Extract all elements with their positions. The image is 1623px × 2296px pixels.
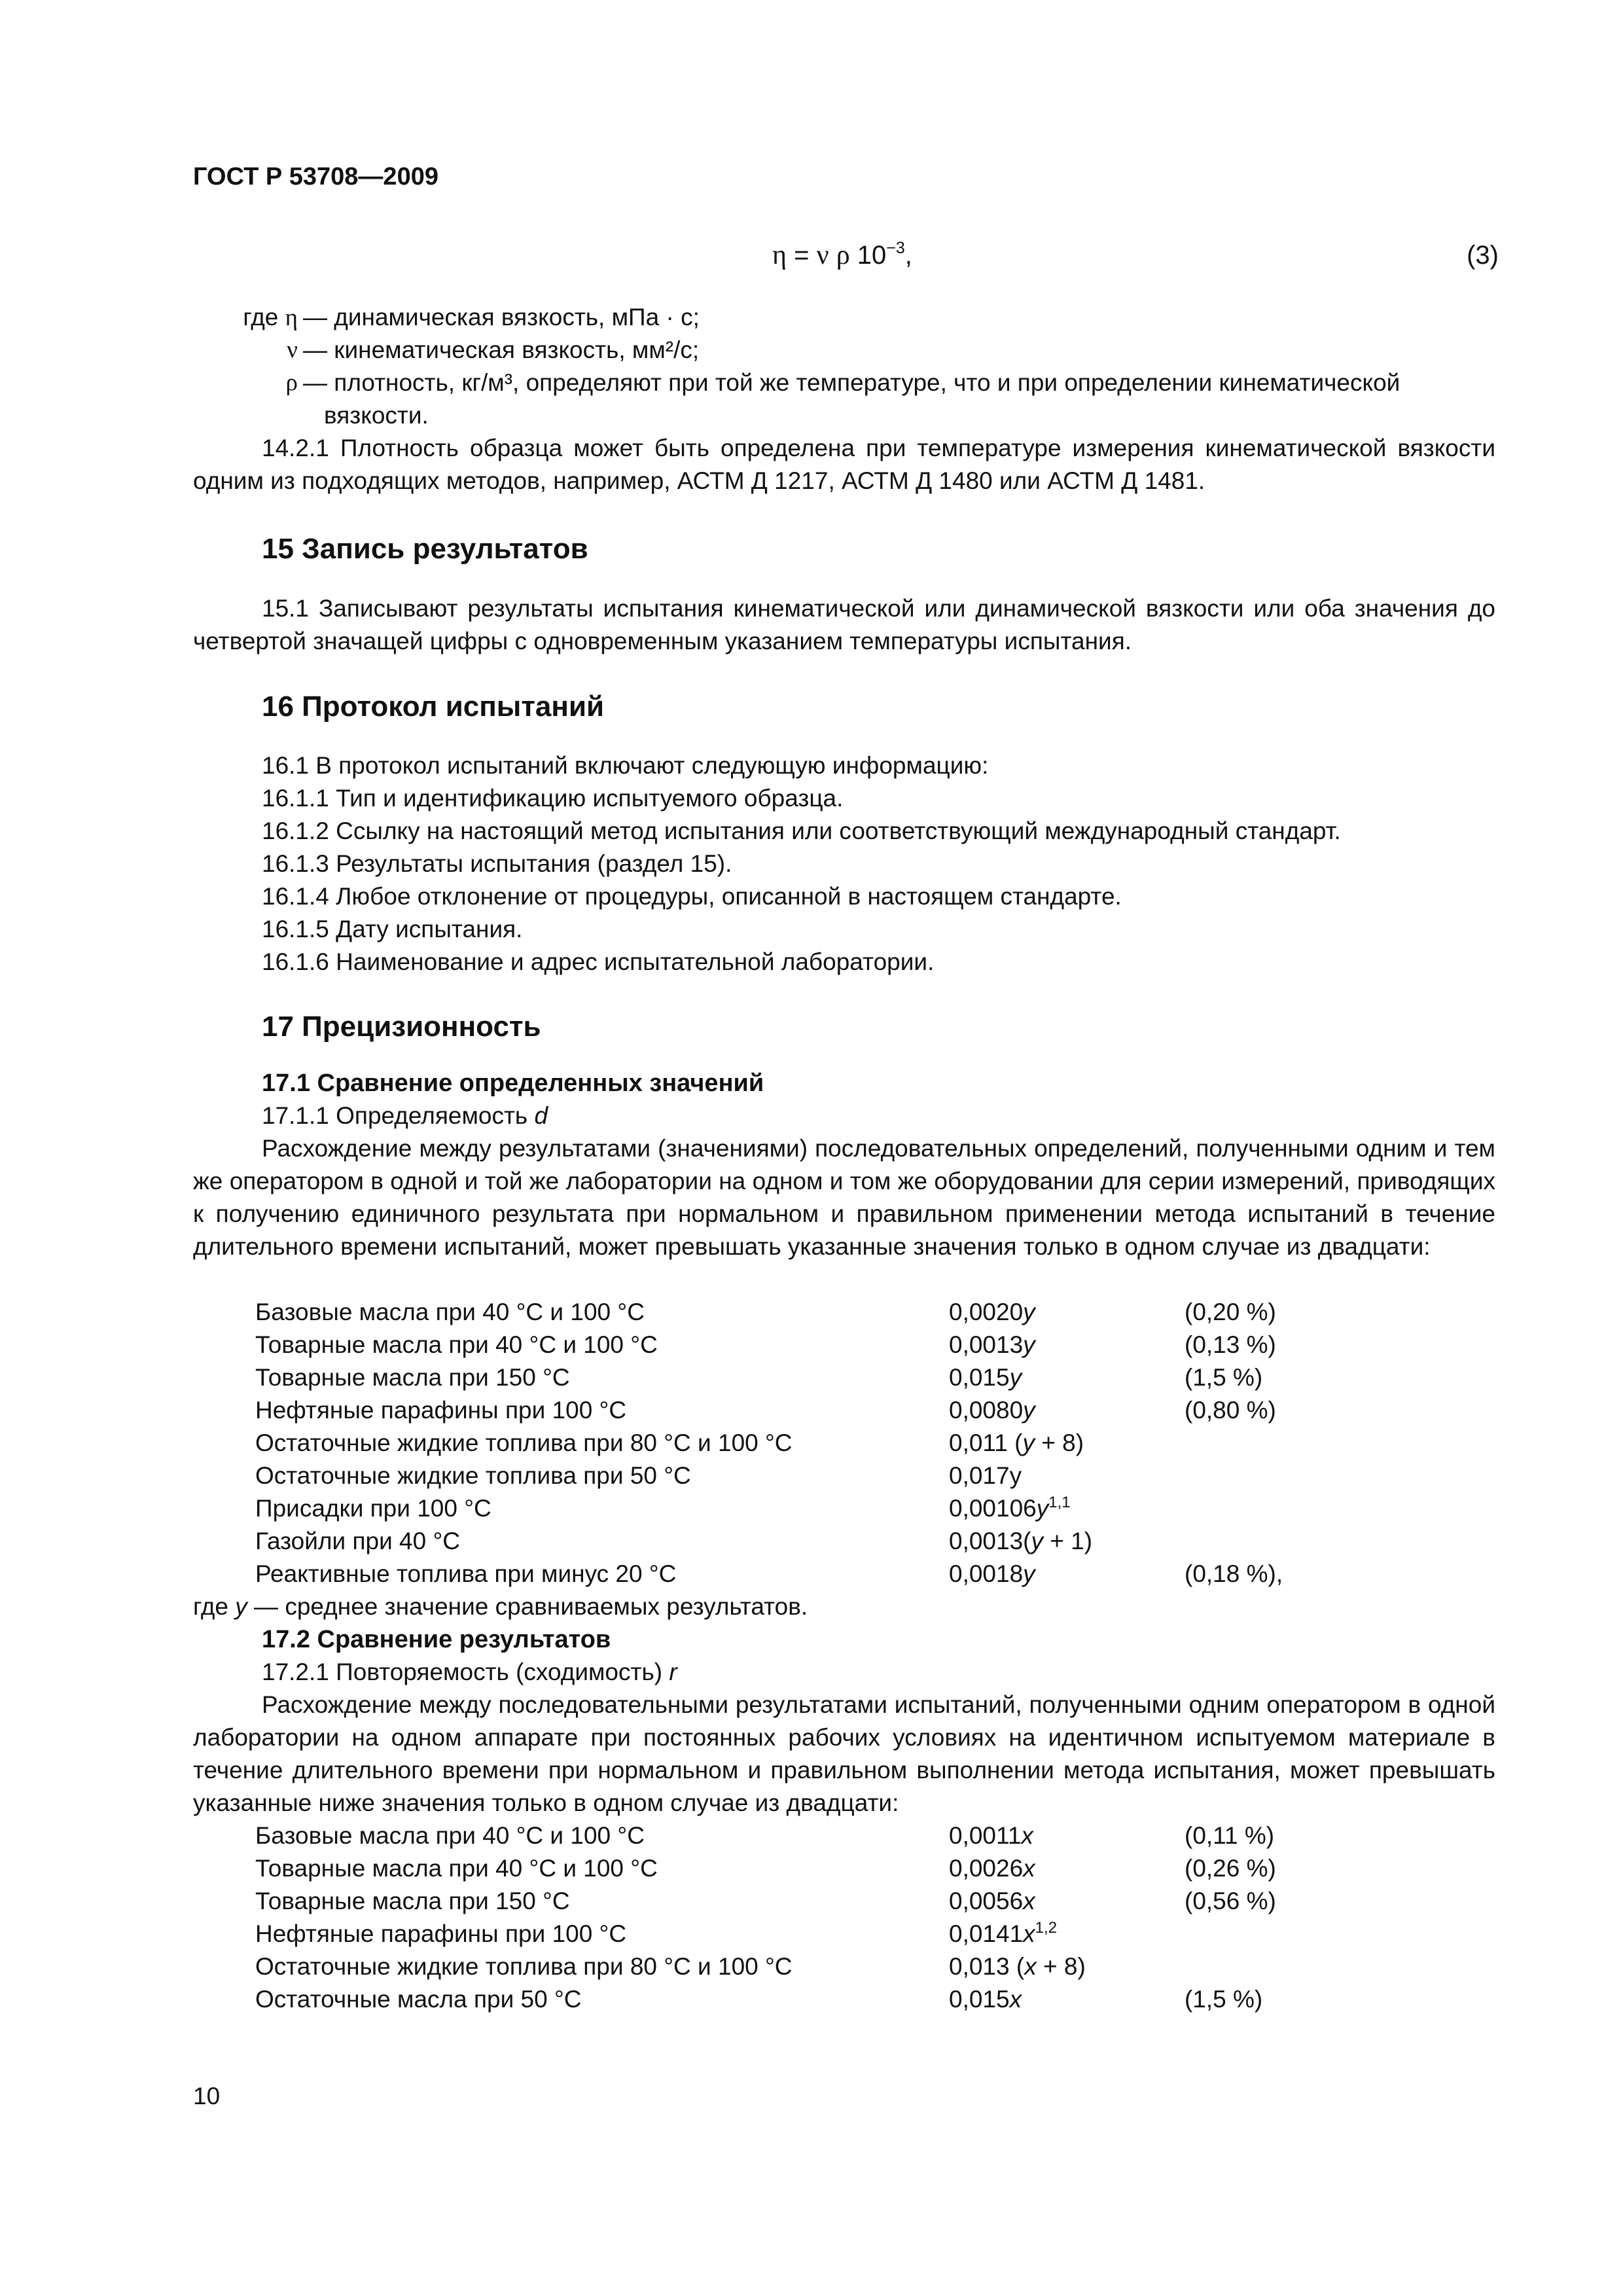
table-row [255, 1983, 1368, 2016]
paragraph-15-1: 15.1 Записывают результаты испытания кинематической или динамической вязкости или оба значения до четвертой значащей цифры с одновременным указанием температуры испытания. [193, 595, 1495, 655]
limit-percent: (1,5 %) [1185, 1364, 1263, 1391]
formula-trail: , [904, 241, 912, 270]
limit-value: 0,0020y [949, 1299, 1035, 1325]
where-text: — кинематическая вязкость, мм²/с; [303, 336, 700, 363]
material-name: Реактивные топлива при минус 20 °C [255, 1560, 677, 1587]
where-text: — плотность, кг/м³, определяют при той же температуре, что и при определении кинематической [303, 369, 1400, 396]
limit-value: $0,00106y^{1,1}$ [949, 1494, 1071, 1522]
subsection-17-1-title: 17.1 Сравнение определенных значений [262, 1069, 764, 1097]
where-symbol: ρ [285, 369, 298, 396]
table-row [255, 1361, 1368, 1394]
limit-value: 0,0013y [949, 1331, 1035, 1358]
material-name: Остаточные масла при 50 °C [255, 1986, 582, 2013]
eta-symbol: η [772, 240, 787, 270]
rho-symbol: ρ [836, 240, 850, 270]
table-row [255, 1329, 1368, 1361]
where-prefix: где [243, 304, 285, 331]
where-text: вязкости. [324, 402, 429, 429]
limit-value: 0,0018y [949, 1560, 1035, 1587]
paragraph-17-1-1 [262, 1100, 548, 1132]
material-name: Товарные масла при 40 °C и 100 °C [255, 1855, 658, 1882]
table-row [255, 1885, 1368, 1918]
material-name: Присадки при 100 °C [255, 1495, 491, 1522]
material-name: Остаточные жидкие топлива при 80 °C и 100 °C [255, 1953, 793, 1980]
paragraph-17-2-1-body: Расхождение между последовательными результатами испытаний, полученными одним оператором в одной лаборатории на одном аппарате при постоянных рабочих условиях на идентичном испытуемом материале в течение длительного времени при нормальном и правильном выполнении метода испытания, может превышать указанные ниже значения только в одном случае из двадцати: [193, 1691, 1495, 1816]
limit-percent: (1,5 %) [1185, 1986, 1263, 2013]
formula-eq: = [786, 241, 817, 270]
material-name: Товарные масла при 40 °C и 100 °C [255, 1331, 658, 1358]
repeatability-table [255, 1820, 1368, 2016]
limit-value: 0,011 (y + 8) [949, 1429, 1084, 1456]
table-row [255, 1427, 1368, 1460]
limit-value: 0,013 (x + 8) [949, 1953, 1086, 1980]
paragraph-16-1-3: 16.1.3 Результаты испытания (раздел 15). [262, 850, 732, 877]
limit-value: 0,0013(y + 1) [949, 1528, 1093, 1554]
material-name: Базовые масла при 40 °C и 100 °C [255, 1822, 645, 1849]
material-name: Остаточные жидкие топлива при 80 °C и 100 °C [255, 1429, 793, 1456]
paragraph-16-1-6: 16.1.6 Наименование и адрес испытательной лаборатории. [262, 948, 935, 975]
material-name: Товарные масла при 150 °C [255, 1888, 570, 1914]
where-symbol: η [285, 304, 298, 331]
table-row [255, 1852, 1368, 1885]
subsection-17-2-title: 17.2 Сравнение результатов [262, 1626, 611, 1653]
limit-percent: (0,18 %), [1185, 1560, 1283, 1587]
paragraph-16-1-4: 16.1.4 Любое отклонение от процедуры, описанной в настоящем стандарте. [262, 883, 1122, 910]
determinability-table [255, 1296, 1368, 1590]
formula-exponent: −3 [886, 239, 905, 257]
table-row [255, 1394, 1368, 1427]
table-row [255, 1558, 1368, 1590]
var-d: d [534, 1102, 548, 1129]
page-number: 10 [193, 2083, 221, 2109]
limit-value: $0,0141x^{1,2}$ [949, 1919, 1058, 1947]
material-name: Базовые масла при 40 °C и 100 °C [255, 1299, 645, 1325]
where-text: — динамическая вязкость, мПа · с; [303, 304, 700, 331]
where-y-note: где y — среднее значение сравниваемых результатов. [193, 1593, 808, 1620]
limit-value: 0,015y [949, 1364, 1022, 1391]
table-row [255, 1492, 1368, 1525]
material-name: Остаточные жидкие топлива при 50 °C [255, 1462, 691, 1489]
nu-symbol: ν [816, 240, 829, 270]
table-row [255, 1525, 1368, 1558]
paragraph-17-2-1-label: 17.2.1 Повторяемость (сходимость) [262, 1659, 663, 1685]
limit-percent: (0,13 %) [1185, 1331, 1276, 1358]
paragraph-17-1-1-body: Расхождение между результатами (значениями) последовательных определений, полученными одним и тем же оператором в одной и той же лаборатории на одном и том же оборудовании для серии измерений, приводящих к получению единичного результата при нормальном и правильном применении метода испытаний в течение длительного времени испытаний, может превышать указанные значения только в одном случае из двадцати: [193, 1135, 1495, 1260]
section-15-title: 15 Запись результатов [262, 533, 588, 565]
table-row [255, 1950, 1368, 1983]
limit-value: 0,017y [949, 1462, 1022, 1489]
material-name: Газойли при 40 °C [255, 1528, 460, 1554]
limit-value: 0,0011x [949, 1822, 1033, 1849]
equation-number: (3) [1467, 241, 1499, 270]
where-symbol: ν [287, 336, 298, 363]
section-16-title: 16 Протокол испытаний [262, 691, 605, 723]
var-r: r [669, 1659, 677, 1685]
section-17-title: 17 Прецизионность [262, 1011, 541, 1043]
table-row [255, 1296, 1368, 1329]
table-row [255, 1820, 1368, 1852]
paragraph-16-1: 16.1 В протокол испытаний включают следующую информацию: [262, 752, 989, 779]
formula-power-base: 10 [849, 241, 887, 270]
document-header: ГОСТ Р 53708—2009 [193, 163, 438, 190]
paragraph-14-2-1: 14.2.1 Плотность образца может быть определена при температуре измерения кинематической вязкости одним из подходящих методов, например, АСТМ Д 1217, АСТМ Д 1480 или АСТМ Д 1481. [193, 435, 1495, 494]
paragraph-17-2-1 [262, 1656, 677, 1689]
paragraph-17-1-1-label: 17.1.1 Определяемость [262, 1102, 528, 1129]
limit-percent: (0,20 %) [1185, 1299, 1276, 1325]
material-name: Нефтяные парафины при 100 °C [255, 1397, 627, 1424]
paragraph-16-1-2: 16.1.2 Ссылку на настоящий метод испытания или соответствующий международный стандарт. [262, 817, 1341, 844]
limit-percent: (0,80 %) [1185, 1397, 1276, 1424]
limit-percent: (0,11 %) [1185, 1822, 1275, 1849]
limit-value: 0,0056x [949, 1888, 1035, 1914]
formula-3 [772, 239, 912, 272]
table-row [255, 1460, 1368, 1492]
material-name: Нефтяные парафины при 100 °C [255, 1920, 627, 1947]
limit-percent: (0,26 %) [1185, 1855, 1276, 1882]
material-name: Товарные масла при 150 °C [255, 1364, 570, 1391]
limit-value: 0,015x [949, 1986, 1022, 2013]
limit-value: 0,0026x [949, 1855, 1035, 1882]
limit-percent: (0,56 %) [1185, 1888, 1276, 1914]
paragraph-16-1-1: 16.1.1 Тип и идентификацию испытуемого образца. [262, 785, 844, 812]
table-row [255, 1918, 1368, 1950]
limit-value: 0,0080y [949, 1397, 1035, 1424]
paragraph-16-1-5: 16.1.5 Дату испытания. [262, 916, 523, 942]
